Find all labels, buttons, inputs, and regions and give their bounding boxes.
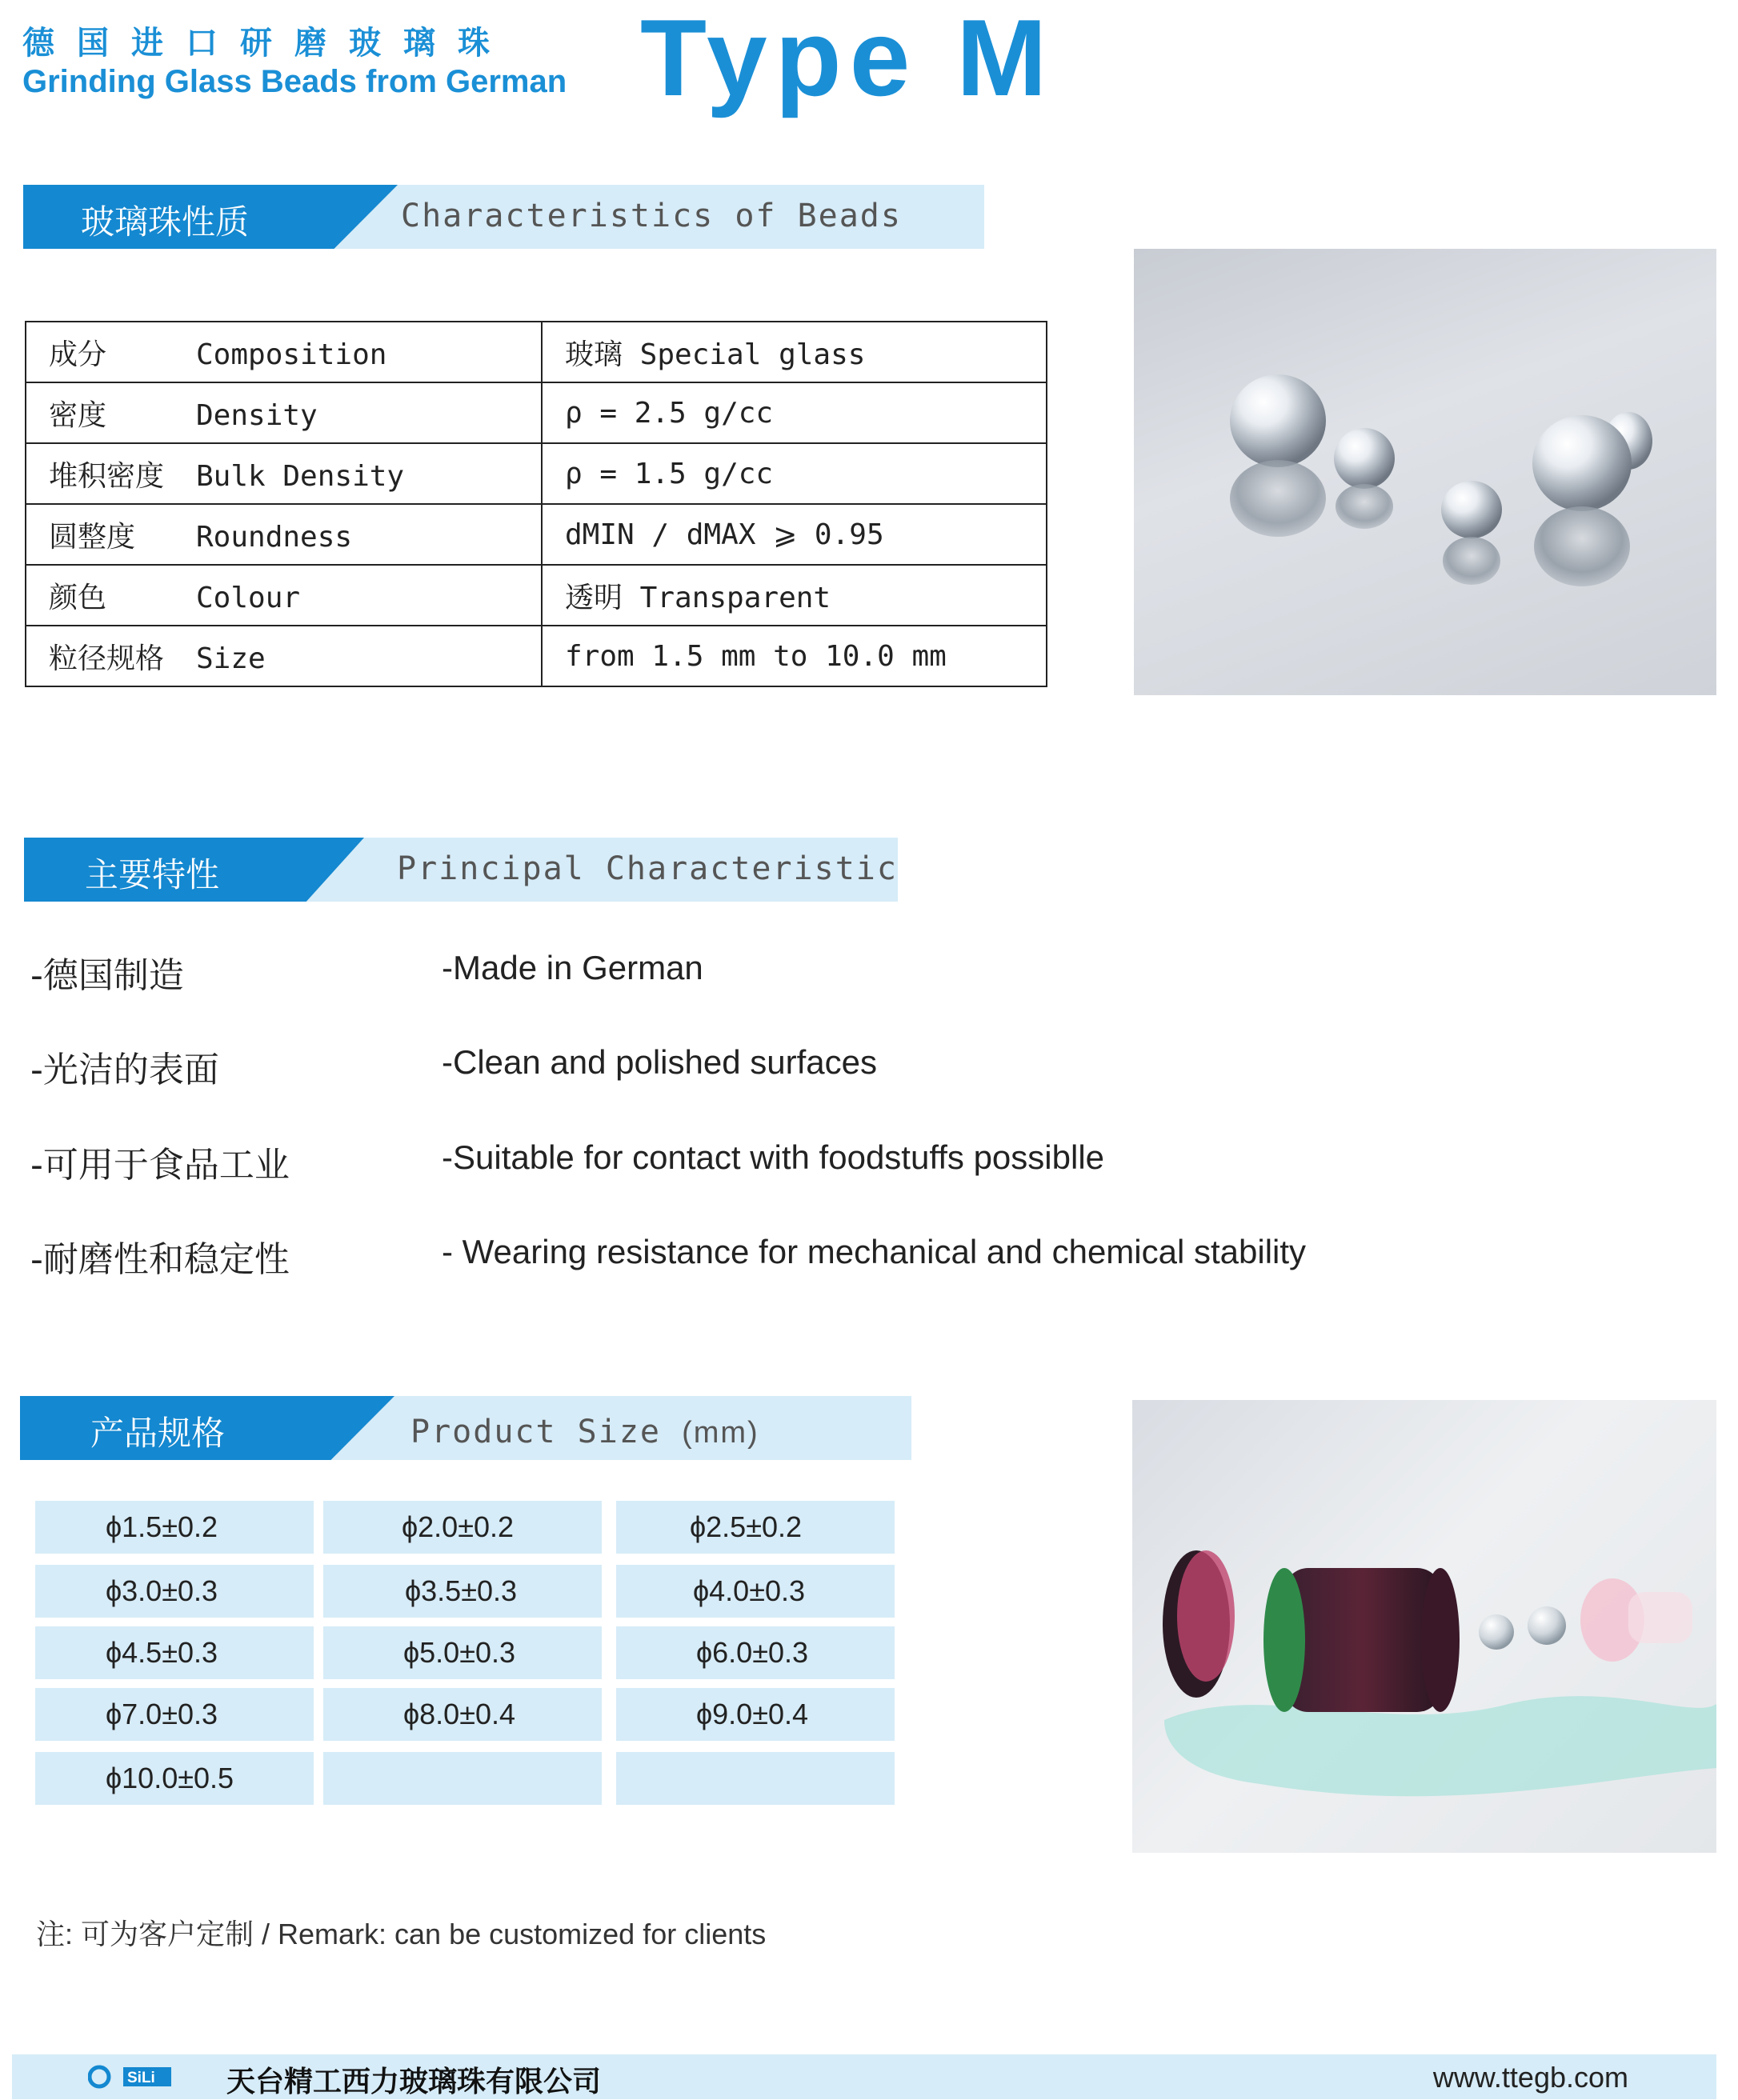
size-cell: ϕ6.0±0.3 [616,1626,895,1679]
characteristics-title-cn: 玻璃珠性质 [81,202,250,242]
characteristics-title-en: Characteristics of Beads [401,198,902,234]
row-label-cn: 密度 [49,398,107,432]
size-cell: ϕ3.5±0.3 [323,1565,602,1618]
row-label-en: Density [196,398,318,432]
size-cell: ϕ4.0±0.3 [616,1565,895,1618]
table-row [26,322,1047,382]
size-cell: ϕ10.0±0.5 [35,1752,314,1805]
principal-banner [24,838,898,902]
glass-beads-photo [1134,249,1716,695]
size-cell: ϕ9.0±0.4 [616,1688,895,1741]
table-row [26,382,1047,443]
row-label-en: Bulk Density [196,459,405,493]
characteristics-table [25,321,1047,687]
row-label-cn: 成分 [49,338,107,371]
characteristics-banner [23,185,984,249]
principal-title-en: Principal Characteristic [397,850,898,887]
product-size-banner [20,1396,911,1460]
size-cell: ϕ3.0±0.3 [35,1565,314,1618]
footer-bar [12,2054,1716,2099]
company-logo [88,2064,176,2090]
principal-item-en: -Clean and polished surfaces [442,1043,877,1081]
table-row [26,504,1047,565]
size-cell: ϕ2.5±0.2 [616,1501,895,1554]
principal-item-cn: -可用于食品工业 [30,1145,290,1186]
table-row [26,443,1047,504]
website-link[interactable]: www.ttegb.com [1432,2061,1628,2094]
principal-item-cn: -耐磨性和稳定性 [30,1239,290,1280]
size-cell: ϕ7.0±0.3 [35,1688,314,1741]
principal-item-cn: -德国制造 [30,955,184,996]
row-value: 玻璃 Special glass [565,338,866,371]
logo-text: SiLi [127,2070,155,2086]
principal-title-cn: 主要特性 [85,855,220,894]
header-title-en: Grinding Glass Beads from German [22,64,567,99]
row-value: from 1.5 mm to 10.0 mm [565,639,947,673]
row-value: dMIN / dMAX ⩾ 0.95 [565,518,884,551]
header-title-cn: 德国进口研磨玻璃珠 [22,25,512,62]
bottle-beads-photo [1132,1400,1716,1853]
remark-text: 注: 可为客户定制 / Remark: can be customized for clients [36,1918,767,1950]
row-label-cn: 堆积密度 [49,459,165,493]
table-row [26,626,1047,686]
product-size-unit: (mm) [682,1416,759,1450]
size-cell: ϕ5.0±0.3 [323,1626,602,1679]
principal-item-en: -Suitable for contact with foodstuffs possiblle [442,1138,1105,1176]
size-cell-empty [616,1752,895,1805]
row-label-cn: 圆整度 [49,520,136,554]
row-value: ρ = 2.5 g/cc [565,396,774,430]
row-label-cn: 颜色 [49,581,107,614]
principal-item-cn: -光洁的表面 [30,1050,219,1090]
size-cell: ϕ1.5±0.2 [35,1501,314,1554]
type-label: Type M [640,0,1055,118]
product-size-title-cn: 产品规格 [90,1414,226,1453]
row-label-en: Colour [196,581,301,614]
row-label-en: Size [196,642,266,675]
row-label-en: Roundness [196,520,353,554]
principal-item-en: - Wearing resistance for mechanical and chemical stability [442,1233,1307,1270]
product-size-title-en: Product Size (mm) [410,1414,759,1450]
row-value: ρ = 1.5 g/cc [565,457,774,490]
size-cell: ϕ8.0±0.4 [323,1688,602,1741]
company-name: 天台精工西力玻璃珠有限公司 [226,2065,602,2098]
table-row [26,565,1047,626]
size-cell-empty [323,1752,602,1805]
row-label-en: Composition [196,338,387,371]
size-cell: ϕ2.0±0.2 [323,1501,602,1554]
row-label-cn: 粒径规格 [49,642,165,675]
row-value: 透明 Transparent [565,581,831,614]
principal-item-en: -Made in German [442,949,703,986]
size-cell: ϕ4.5±0.3 [35,1626,314,1679]
